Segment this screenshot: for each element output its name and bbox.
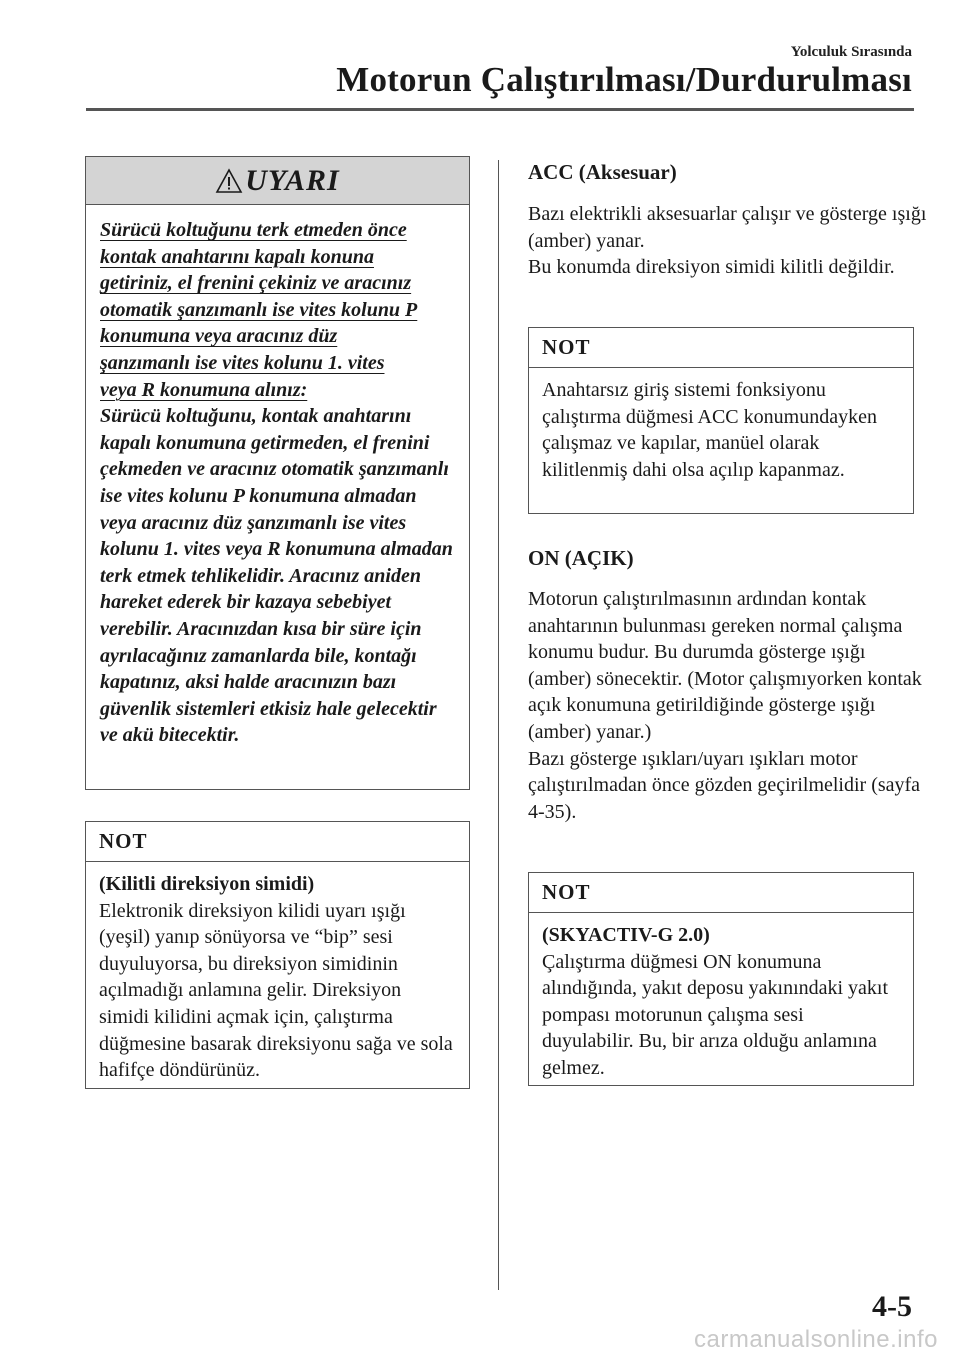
warning-underlined-line: veya R konumuna alınız:: [100, 378, 308, 401]
warning-triangle-icon: [215, 168, 243, 194]
note-subtitle: (SKYACTIV-G 2.0): [542, 924, 710, 946]
note-box-keyless: [528, 327, 914, 514]
on-text-1: Motorun çalıştırılmasının ardından kontak anahtarının bulunması gereken normal çalışma konumu budur. Bu durumda gösterge ışığı (amber) sönecektir. (Motor çalışmıyorken kontak açık konumuna getirildiğinde gösterge ışığı (amber) yanar.): [528, 588, 922, 743]
acc-heading: ACC (Aksesuar): [528, 160, 677, 184]
on-paragraph: [528, 586, 928, 825]
warning-underlined-line: konumuna veya aracınız düz: [100, 325, 338, 348]
acc-text-2: Bu konumda direksiyon simidi kilitli değildir.: [528, 256, 895, 279]
note-box-steering-lock: [85, 821, 470, 1089]
on-text-2: Bazı gösterge ışıkları/uyarı ışıkları motor çalıştırılmadan önce gözden geçirilmelidir (sayfa 4-35).: [528, 747, 921, 823]
warning-underlined-line: getiriniz, el frenini çekiniz ve aracınız: [100, 272, 412, 295]
watermark: carmanualsonline.info: [694, 1326, 938, 1353]
warning-header: [86, 157, 469, 205]
column-divider: [498, 160, 499, 1290]
acc-text-1: Bazı elektrikli aksesuarlar çalışır ve gösterge ışığı (amber) yanar.: [528, 203, 927, 252]
on-heading: ON (AÇIK): [528, 546, 634, 570]
warning-title: UYARI: [245, 163, 340, 197]
note-text: Anahtarsız giriş sistemi fonksiyonu çalıştırma düğmesi ACC konumundayken çalışmaz ve kapılar, manüel olarak kilitlenmiş dahi olsa açılıp kapanmaz.: [542, 379, 877, 481]
warning-body: [86, 205, 469, 749]
note-body: [529, 913, 913, 1082]
warning-underlined-line: otomatik şanzımanlı ise vites kolunu P: [100, 298, 418, 321]
chapter-title: Motorun Çalıştırılması/Durdurulması: [336, 60, 912, 99]
warning-text: Sürücü koltuğunu, kontak anahtarını kapalı konumuna getirmeden, el frenini çekmeden ve aracınız otomatik şanzımanlı ise vites kolunu P konumuna almadan veya aracınız düz şanzımanlı ise vites kolunu 1. vites veya R konumuna almadan terk etmek tehlikelidir. Aracınız aniden hareket ederek bir kazaya sebebiyet verebilir. Aracınızdan kısa bir süre için ayrılacağınız zamanlarda bile, kontağı kapatınız, aksi halde aracınızın bazı güvenlik sistemleri etkisiz hale gelecektir ve akü bitecektir.: [100, 405, 453, 747]
note-box-skyactiv: [528, 872, 914, 1086]
note-text: Elektronik direksiyon kilidi uyarı ışığı (yeşil) yanıp sönüyorsa ve “bip” sesi duyuluyorsa, bu direksiyon simidinin açılmadığı anlamına gelir. Direksiyon simidi kilidini açmak için, çalıştırma düğmesine basarak direksiyonu sağa ve sola hafifçe döndürünüz.: [99, 899, 453, 1082]
note-text: Çalıştırma düğmesi ON konumuna alındığında, yakıt deposu yakınındaki yakıt pompası motorunun çalışma sesi duyulabilir. Bu, bir arıza olduğu anlamına gelmez.: [542, 950, 889, 1079]
warning-underlined-line: kontak anahtarını kapalı konuna: [100, 245, 374, 268]
note-label: NOT: [529, 873, 913, 913]
header-rule: [86, 108, 914, 111]
note-body: [86, 862, 469, 1084]
warning-box: [85, 156, 470, 790]
acc-paragraph: [528, 201, 928, 281]
warning-underlined-line: Sürücü koltuğunu terk etmeden önce: [100, 219, 407, 241]
note-label: NOT: [86, 822, 469, 862]
page-number: 4-5: [872, 1290, 912, 1323]
note-body: [529, 368, 913, 483]
warning-underlined-line: şanzımanlı ise vites kolunu 1. vites: [100, 351, 385, 374]
note-label: NOT: [529, 328, 913, 368]
section-label: Yolculuk Sırasında: [790, 44, 912, 60]
note-subtitle: (Kilitli direksiyon simidi): [99, 873, 315, 895]
